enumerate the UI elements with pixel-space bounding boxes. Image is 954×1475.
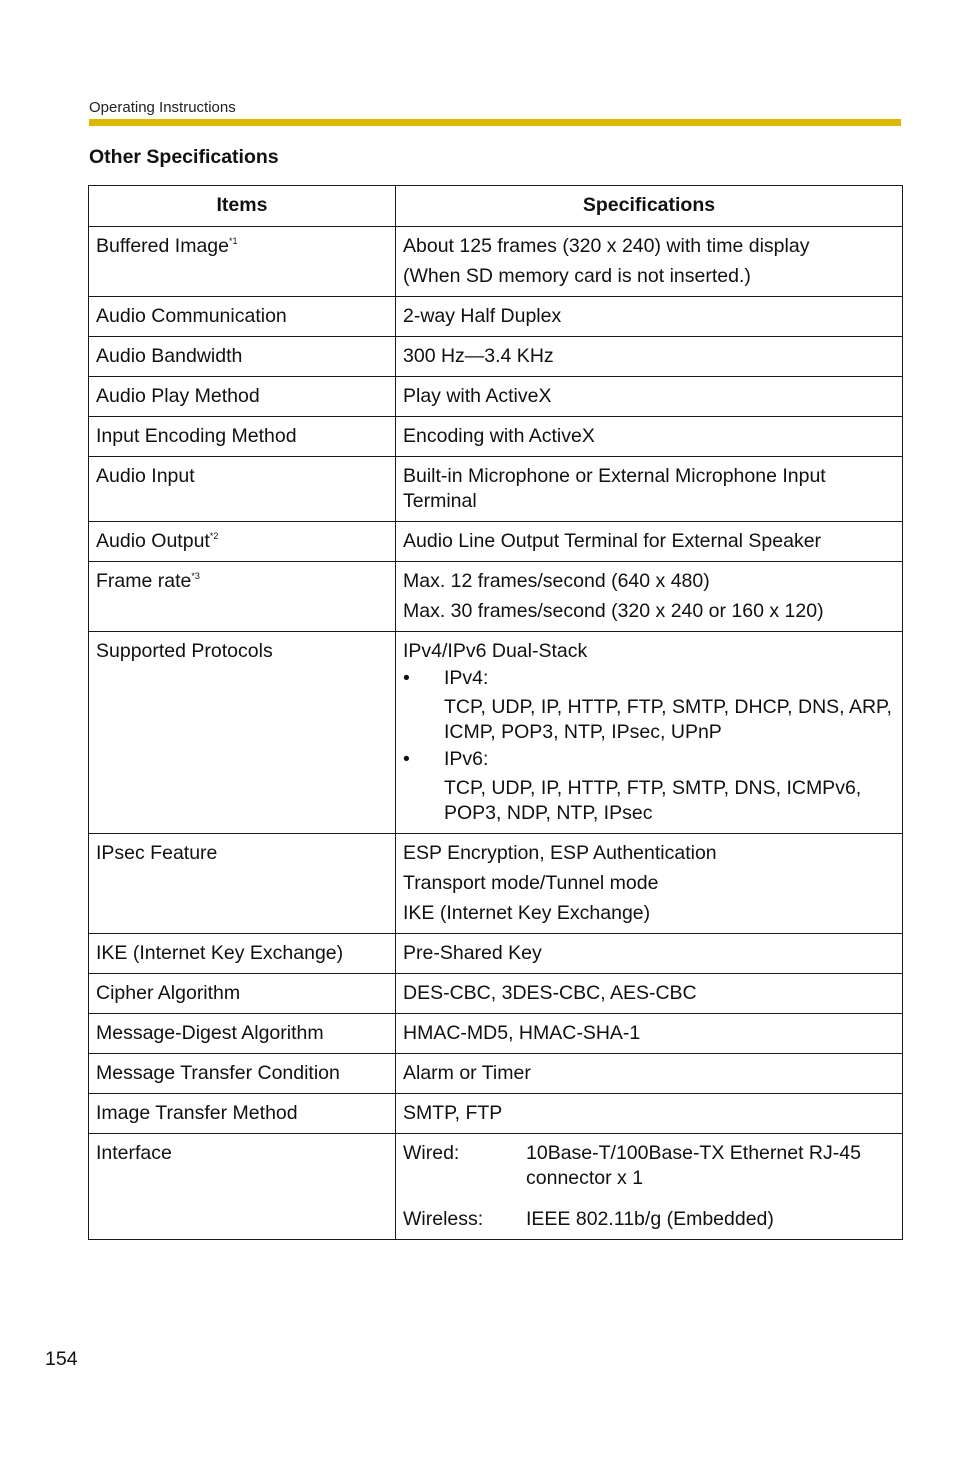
spec-cell [396, 457, 903, 522]
spec-line: Audio Line Output Terminal for External Speaker [403, 530, 822, 552]
table-row [89, 522, 903, 562]
item-label: Message-Digest Algorithm [96, 1022, 324, 1044]
spec-line: DES-CBC, 3DES-CBC, AES-CBC [403, 982, 697, 1004]
spec-line: Max. 12 frames/second (640 x 480) [403, 570, 710, 592]
spec-cell [396, 377, 903, 417]
footnote-marker: *3 [191, 571, 200, 581]
spec-cell [396, 1134, 903, 1240]
spec-line: Alarm or Timer [403, 1062, 531, 1084]
table-row [89, 1134, 903, 1240]
item-cell [89, 1094, 396, 1134]
table-header-row [89, 186, 903, 227]
bullet-item [403, 666, 895, 691]
item-label: Frame rate [96, 570, 192, 592]
spec-cell [396, 1014, 903, 1054]
spec-cell [396, 522, 903, 562]
bullet-icon: • [403, 748, 410, 770]
table-row [89, 1054, 903, 1094]
running-head: Operating Instructions [89, 99, 236, 116]
table-row [89, 377, 903, 417]
table-row [89, 1094, 903, 1134]
items-column-header: Items [89, 186, 396, 227]
interface-label: Wireless: [403, 1208, 484, 1230]
spec-line: Play with ActiveX [403, 385, 552, 407]
item-cell [89, 934, 396, 974]
item-cell [89, 457, 396, 522]
table-row [89, 974, 903, 1014]
spec-line: SMTP, FTP [403, 1102, 503, 1124]
bullet-label: IPv6: [444, 748, 489, 770]
item-label: Buffered Image [96, 235, 229, 257]
bullet-item [403, 747, 895, 772]
spec-cell [396, 227, 903, 297]
spec-cell [396, 1094, 903, 1134]
item-label: Cipher Algorithm [96, 982, 241, 1004]
spec-line: Max. 30 frames/second (320 x 240 or 160 x 120) [403, 600, 824, 622]
table-row [89, 632, 903, 834]
item-cell [89, 522, 396, 562]
spec-line: Encoding with ActiveX [403, 425, 595, 447]
interface-entry [403, 1141, 895, 1191]
item-label: Audio Output [96, 530, 210, 552]
table-row [89, 834, 903, 934]
item-cell [89, 632, 396, 834]
item-label: Audio Bandwidth [96, 345, 243, 367]
spec-line: Pre-Shared Key [403, 942, 542, 964]
item-label: Audio Play Method [96, 385, 260, 407]
item-label: Interface [96, 1142, 172, 1164]
interface-label: Wired: [403, 1142, 460, 1164]
table-row [89, 457, 903, 522]
table-row [89, 1014, 903, 1054]
section-title: Other Specifications [89, 146, 279, 168]
bullet-icon: • [403, 667, 410, 689]
table-row [89, 337, 903, 377]
spec-line: ESP Encryption, ESP Authentication [403, 842, 717, 864]
spec-line: 2-way Half Duplex [403, 305, 562, 327]
spec-cell [396, 834, 903, 934]
item-cell [89, 417, 396, 457]
spec-line: Transport mode/Tunnel mode [403, 872, 659, 894]
table-row [89, 562, 903, 632]
bullet-label: IPv4: [444, 667, 489, 689]
spec-line: HMAC-MD5, HMAC-SHA-1 [403, 1022, 641, 1044]
spec-cell [396, 974, 903, 1014]
item-cell [89, 1134, 396, 1240]
item-label: IKE (Internet Key Exchange) [96, 942, 344, 964]
item-cell [89, 1014, 396, 1054]
item-label: Image Transfer Method [96, 1102, 298, 1124]
bullet-detail: TCP, UDP, IP, HTTP, FTP, SMTP, DHCP, DNS, ARP, ICMP, POP3, NTP, IPsec, UPnP [444, 696, 892, 743]
table-row [89, 934, 903, 974]
spec-cell [396, 632, 903, 834]
spec-intro: IPv4/IPv6 Dual-Stack [403, 640, 588, 662]
bullet-detail: TCP, UDP, IP, HTTP, FTP, SMTP, DNS, ICMPv6, POP3, NDP, NTP, IPsec [444, 777, 862, 824]
header-rule [89, 119, 901, 126]
item-cell [89, 297, 396, 337]
item-cell [89, 337, 396, 377]
interface-entry [403, 1207, 895, 1232]
specifications-table [88, 185, 903, 1240]
item-cell [89, 562, 396, 632]
table-row [89, 297, 903, 337]
item-label: Supported Protocols [96, 640, 273, 662]
spec-cell [396, 934, 903, 974]
spec-cell [396, 297, 903, 337]
item-cell [89, 834, 396, 934]
spec-cell [396, 562, 903, 632]
spec-cell [396, 417, 903, 457]
spec-cell [396, 337, 903, 377]
item-label: IPsec Feature [96, 842, 218, 864]
item-label: Audio Communication [96, 305, 287, 327]
footnote-marker: *2 [209, 531, 219, 541]
item-cell [89, 974, 396, 1014]
item-cell [89, 377, 396, 417]
spec-cell [396, 1054, 903, 1094]
spec-line: (When SD memory card is not inserted.) [403, 265, 751, 287]
table-body [89, 227, 903, 1240]
item-label: Input Encoding Method [96, 425, 297, 447]
spec-line: Built-in Microphone or External Microphone Input Terminal [403, 465, 826, 512]
footnote-marker: *1 [228, 236, 238, 246]
page-number: 154 [45, 1348, 78, 1370]
specifications-column-header: Specifications [396, 186, 903, 227]
item-cell [89, 227, 396, 297]
interface-value: IEEE 802.11b/g (Embedded) [526, 1208, 774, 1230]
spec-line: 300 Hz—3.4 KHz [403, 345, 554, 367]
interface-value: 10Base-T/100Base-TX Ethernet RJ-45 connector x 1 [526, 1142, 861, 1189]
table-row [89, 227, 903, 297]
spec-line: About 125 frames (320 x 240) with time display [403, 235, 810, 257]
item-label: Audio Input [96, 465, 195, 487]
table-row [89, 417, 903, 457]
item-cell [89, 1054, 396, 1094]
spec-line: IKE (Internet Key Exchange) [403, 902, 651, 924]
item-label: Message Transfer Condition [96, 1062, 340, 1084]
